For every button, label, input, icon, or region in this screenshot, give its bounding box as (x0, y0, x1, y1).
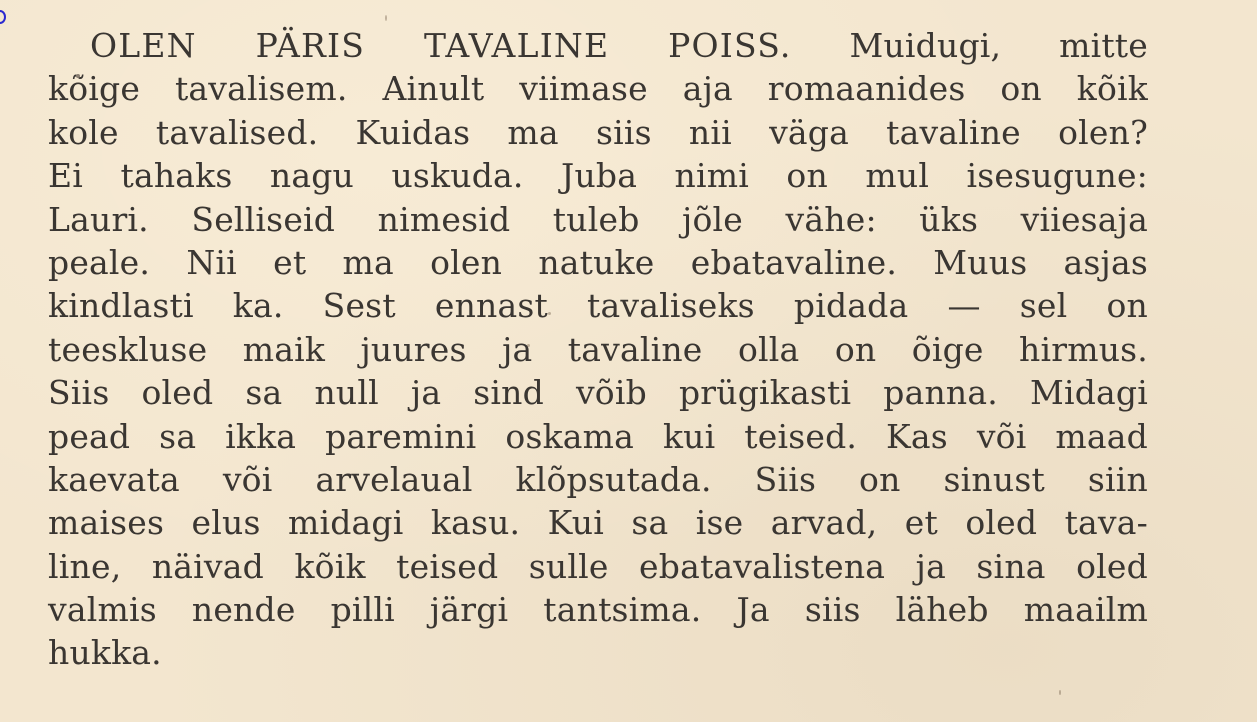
opening-caps: OLEN PÄRIS TAVALINE POISS. (90, 26, 792, 65)
paper-speck (385, 15, 387, 21)
text-line: peale. Nii et ma olen natuke ebatavaline. Muus asjas (48, 242, 1148, 282)
text-line: teeskluse maik juures ja tavaline olla on õige hirmus. (48, 329, 1148, 369)
text-line: Siis oled sa null ja sind võib prügikasti panna. Midagi (48, 373, 1148, 413)
body-paragraph (48, 24, 1148, 675)
text-line: Ei tahaks nagu uskuda. Juba nimi on mul isesugune: (48, 156, 1148, 196)
text-line: pead sa ikka paremini oskama kui teised. Kas või maad (48, 416, 1148, 456)
text-line: valmis nende pilli järgi tantsima. Ja siis läheb maailm (48, 590, 1148, 630)
text-line (48, 24, 1148, 67)
text-line-last: hukka. (48, 633, 162, 673)
text-line: kole tavalised. Kuidas ma siis nii väga tavaline olen? (48, 112, 1148, 152)
text-line: Lauri. Selliseid nimesid tuleb jõle vähe: üks viiesaja (48, 199, 1148, 239)
text-line: maises elus midagi kasu. Kui sa ise arvad, et oled tava- (48, 503, 1148, 543)
text-line: kõige tavalisem. Ainult viimase aja romaanides on kõik (48, 69, 1148, 109)
text-line: line, näivad kõik teised sulle ebatavalistena ja sina oled (48, 546, 1148, 586)
text-line: kindlasti ka. Sest ennast tavaliseks pidada — sel on (48, 286, 1148, 326)
paper-speck (1059, 690, 1061, 695)
corner-circle-mark (0, 10, 6, 24)
text-line: kaevata või arvelaual klõpsutada. Siis on sinust siin (48, 459, 1148, 499)
first-line-rest: Muidugi, mitte (849, 26, 1148, 65)
